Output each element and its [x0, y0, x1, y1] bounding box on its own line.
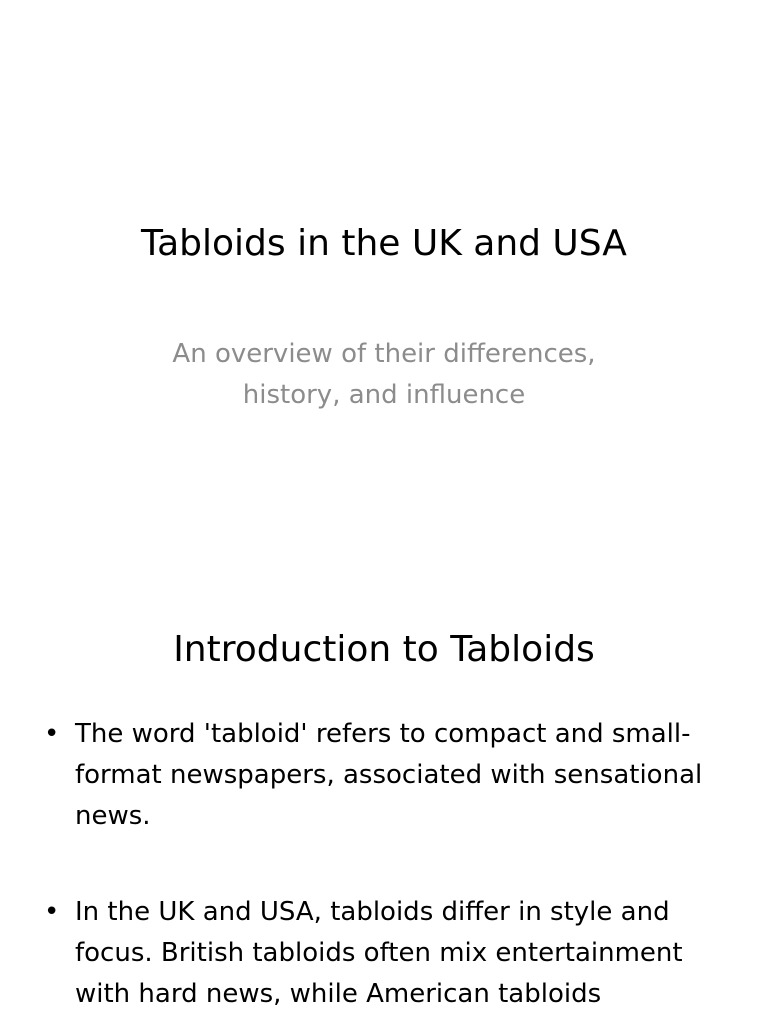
list-item	[40, 892, 740, 1015]
presentation-subtitle: An overview of their differences, history, and influence	[172, 339, 596, 410]
slide-heading: Introduction to Tabloids	[173, 629, 595, 670]
list-item	[40, 714, 740, 837]
introduction-slide	[0, 576, 768, 1024]
presentation-title: Tabloids in the UK and USA	[141, 223, 627, 264]
bullet-icon: •	[44, 719, 60, 749]
bullet-list	[40, 714, 740, 1024]
bullet-icon: •	[44, 897, 60, 927]
bullet-text: In the UK and USA, tabloids differ in style and focus. British tabloids often mix entertainment with hard news, while American tabloids	[75, 897, 683, 1009]
bullet-text: The word 'tabloid' refers to compact and small-format newspapers, associated with sensational news.	[75, 719, 703, 831]
